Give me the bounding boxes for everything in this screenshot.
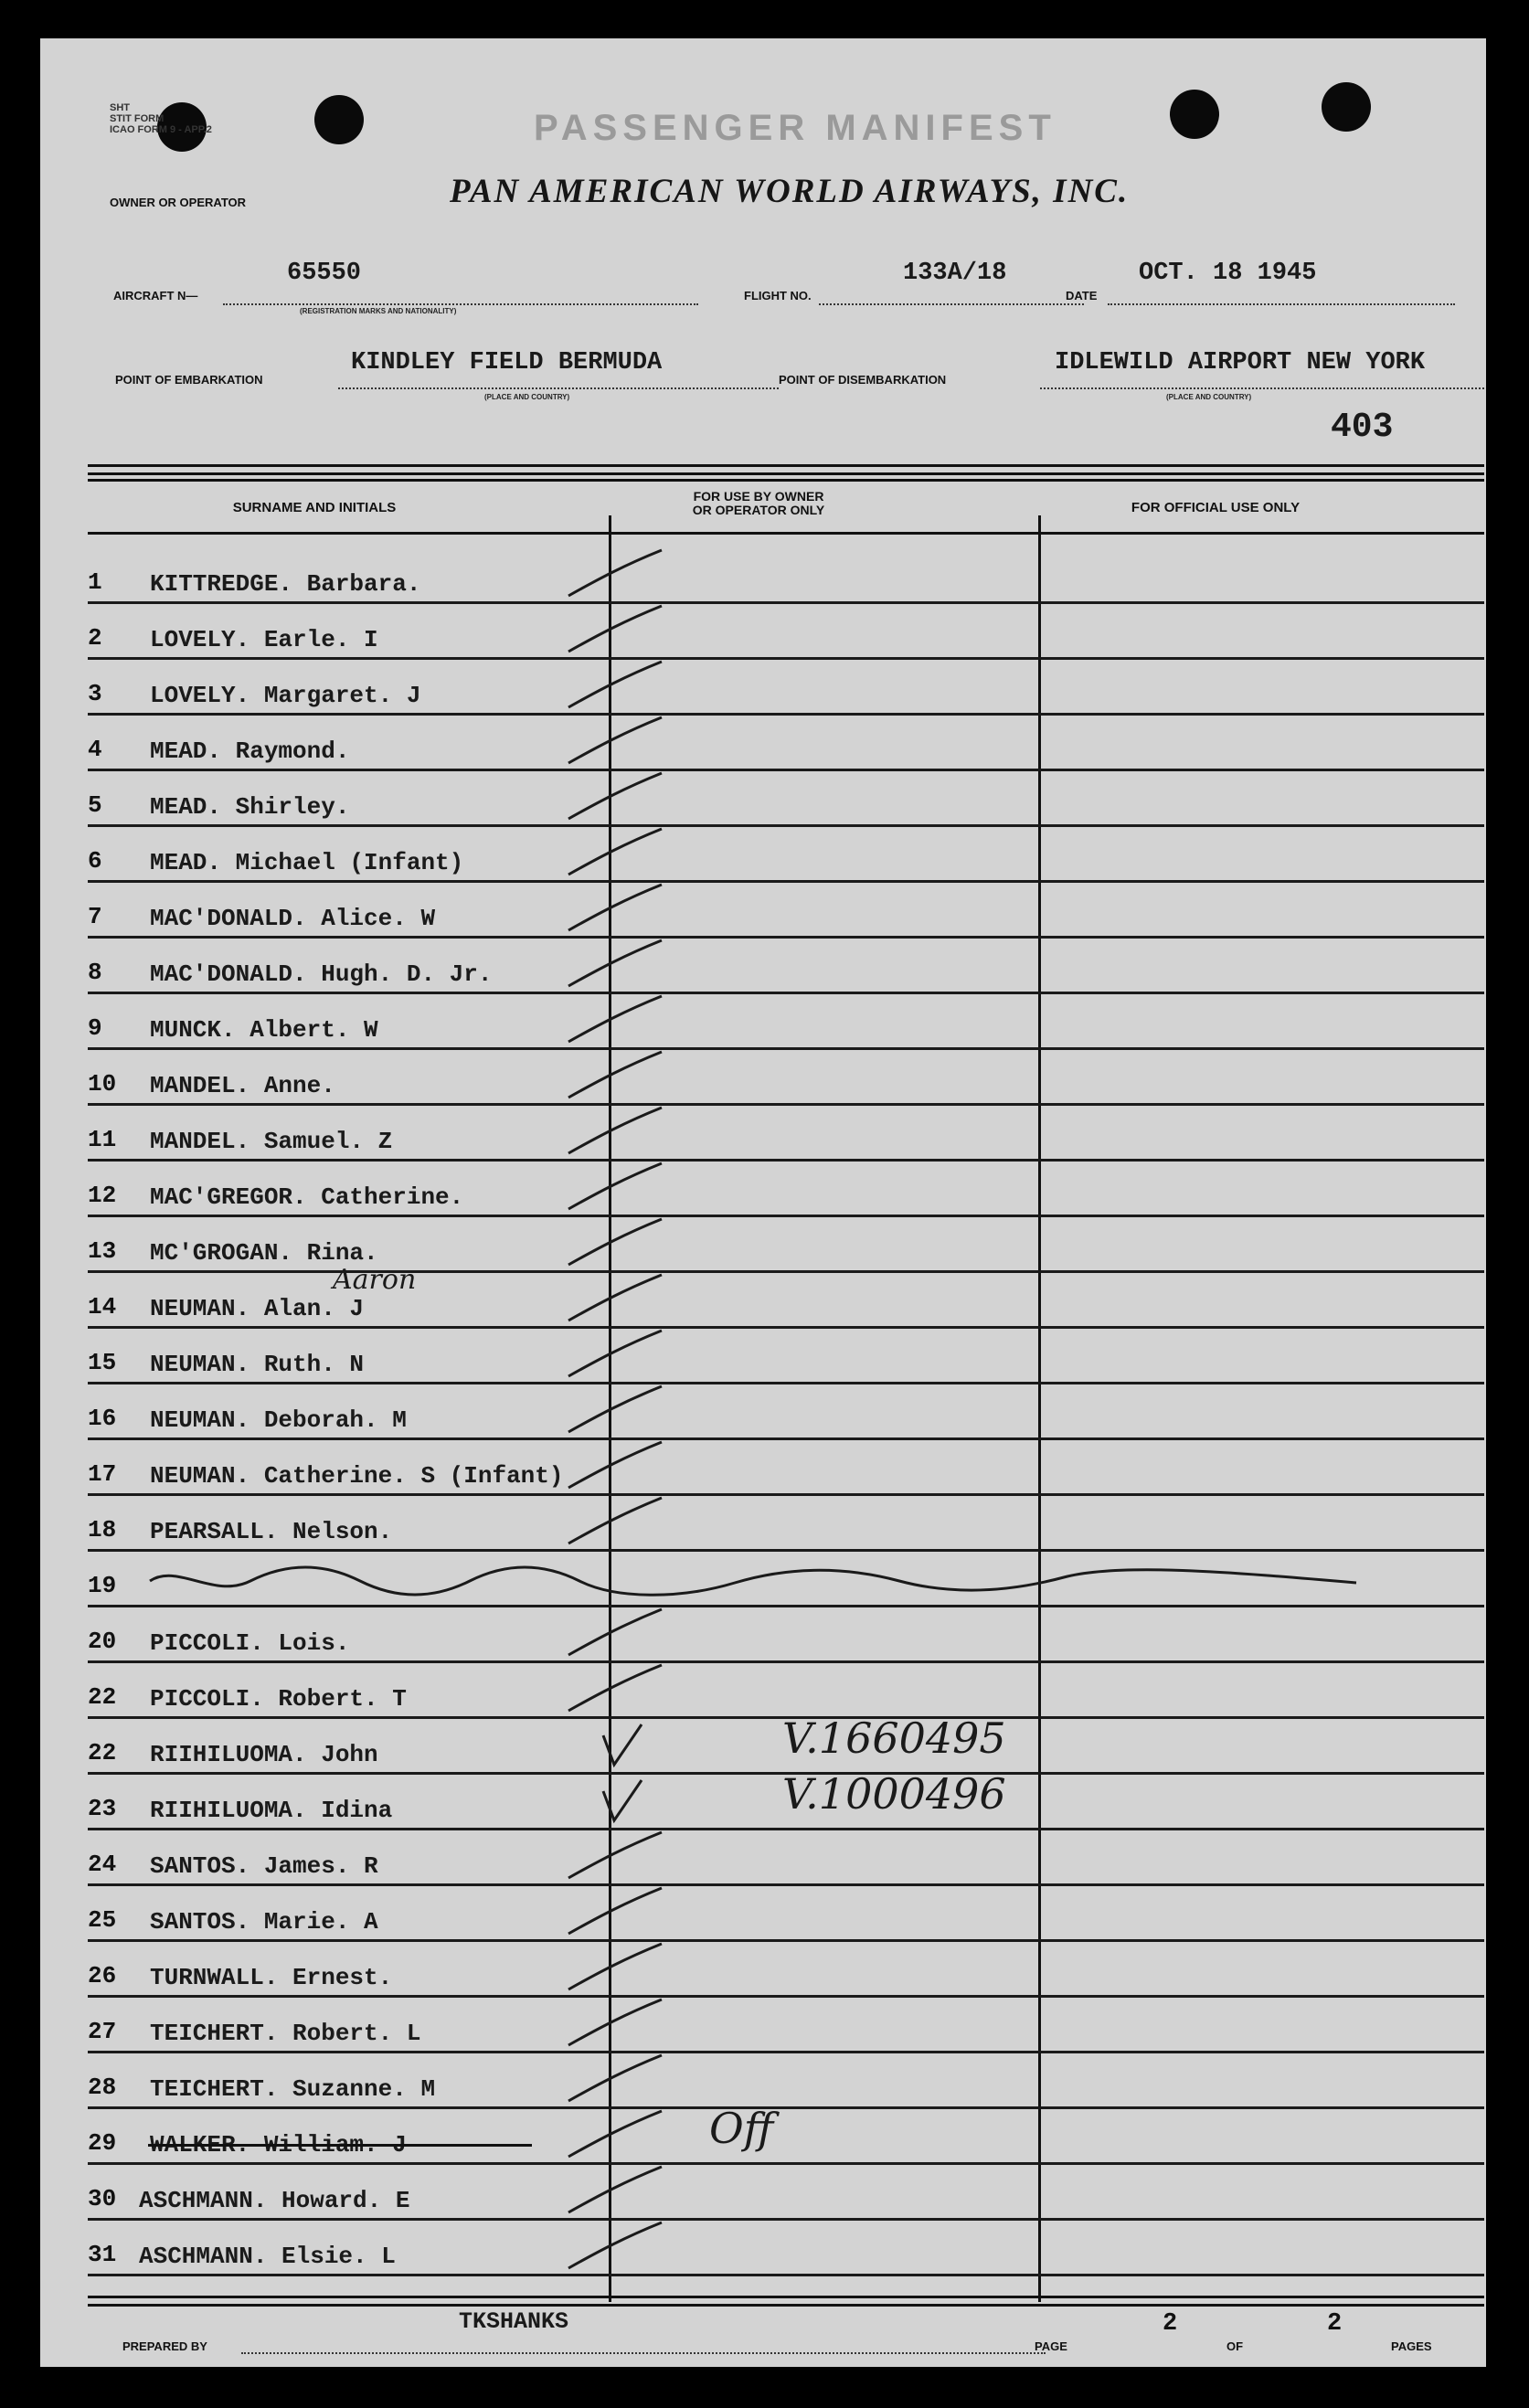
owner-value: PAN AMERICAN WORLD AIRWAYS, INC. bbox=[450, 173, 1130, 210]
passenger-name: KITTREDGE. Barbara. bbox=[150, 570, 421, 598]
row-number: 5 bbox=[88, 791, 102, 819]
disembark-label: POINT OF DISEMBARKATION bbox=[779, 373, 947, 387]
page-label: PAGE bbox=[1035, 2339, 1067, 2353]
row-number: 22 bbox=[88, 1683, 117, 1711]
row-number: 2 bbox=[88, 624, 102, 652]
table-row bbox=[88, 1162, 1484, 1217]
passenger-name: SANTOS. Marie. A bbox=[150, 1908, 378, 1936]
table-row bbox=[88, 1329, 1484, 1384]
table-row bbox=[88, 604, 1484, 660]
passenger-name: TEICHERT. Suzanne. M bbox=[150, 2075, 436, 2103]
passenger-name: MUNCK. Albert. W bbox=[150, 1016, 378, 1044]
aircraft-value: 65550 bbox=[287, 260, 362, 287]
owner-label: OWNER OR OPERATOR bbox=[110, 196, 247, 209]
row-number: 27 bbox=[88, 2018, 117, 2045]
passenger-name: MAC'GREGOR. Catherine. bbox=[150, 1183, 464, 1211]
punch-hole bbox=[1170, 90, 1219, 139]
prepared-label: PREPARED BY bbox=[122, 2339, 207, 2353]
table-row bbox=[88, 1830, 1484, 1886]
row-number: 30 bbox=[88, 2185, 117, 2212]
table-row bbox=[88, 939, 1484, 994]
check-mark-icon bbox=[561, 1719, 671, 1774]
passenger-name: MAC'DONALD. Alice. W bbox=[150, 905, 436, 932]
row-number: 11 bbox=[88, 1126, 117, 1153]
flight-value: 133A/18 bbox=[903, 260, 1007, 287]
table-row bbox=[88, 1384, 1484, 1440]
owner-note: Off bbox=[709, 2104, 774, 2153]
row-number: 8 bbox=[88, 959, 102, 986]
aircraft-label: AIRCRAFT N— bbox=[113, 289, 198, 302]
table-row bbox=[88, 716, 1484, 771]
check-mark-icon bbox=[561, 1384, 671, 1439]
row-number: 16 bbox=[88, 1405, 117, 1432]
table-row bbox=[88, 1886, 1484, 1942]
passenger-name: ASCHMANN. Elsie. L bbox=[139, 2243, 396, 2270]
embark-caption: (PLACE AND COUNTRY) bbox=[484, 393, 570, 401]
passenger-name: RIIHILUOMA. John bbox=[150, 1741, 378, 1768]
row-number: 7 bbox=[88, 903, 102, 930]
check-mark-icon bbox=[561, 1440, 671, 1495]
passenger-name: NEUMAN. Ruth. N bbox=[150, 1351, 365, 1378]
row-number: 3 bbox=[88, 680, 102, 707]
embark-label: POINT OF EMBARKATION bbox=[115, 373, 263, 387]
passenger-name: LOVELY. Earle. I bbox=[150, 626, 378, 653]
of-value: 2 bbox=[1327, 2310, 1343, 2338]
row-divider bbox=[88, 2274, 1484, 2276]
row-number: 24 bbox=[88, 1851, 117, 1878]
table-row bbox=[88, 827, 1484, 883]
check-mark-icon bbox=[561, 2221, 671, 2275]
row-number: 13 bbox=[88, 1237, 117, 1265]
check-mark-icon bbox=[561, 2053, 671, 2108]
aircraft-caption: (REGISTRATION MARKS AND NATIONALITY) bbox=[300, 307, 457, 315]
row-number: 28 bbox=[88, 2074, 117, 2101]
of-label: OF bbox=[1226, 2339, 1244, 2353]
row-number: 12 bbox=[88, 1182, 117, 1209]
row-number: 19 bbox=[88, 1572, 117, 1599]
disembark-value: IDLEWILD AIRPORT NEW YORK bbox=[1055, 349, 1426, 377]
check-mark-icon bbox=[561, 1663, 671, 1718]
row-number: 17 bbox=[88, 1460, 117, 1488]
row-number: 29 bbox=[88, 2129, 117, 2157]
stamp-number: 403 bbox=[1331, 408, 1394, 447]
check-mark-icon bbox=[561, 1830, 671, 1885]
punch-hole bbox=[1322, 82, 1371, 132]
passenger-name: RIIHILUOMA. Idina bbox=[150, 1797, 393, 1824]
row-number: 18 bbox=[88, 1516, 117, 1543]
disembark-caption: (PLACE AND COUNTRY) bbox=[1166, 393, 1252, 401]
passenger-name: MEAD. Michael (Infant) bbox=[150, 849, 464, 876]
check-mark-icon bbox=[561, 1942, 671, 1997]
date-value: OCT. 18 1945 bbox=[1139, 260, 1317, 287]
row-number: 23 bbox=[88, 1795, 117, 1822]
check-mark-icon bbox=[561, 827, 671, 882]
page-title: PASSENGER MANIFEST bbox=[534, 108, 1056, 148]
check-mark-icon bbox=[561, 939, 671, 993]
table-row bbox=[88, 883, 1484, 939]
check-mark-icon bbox=[561, 2165, 671, 2220]
table-row bbox=[88, 660, 1484, 716]
handwritten-correction: Aaron bbox=[333, 1264, 417, 1296]
form-code: SHT STIT FORM ICAO FORM 9 - APP.2 bbox=[110, 102, 212, 135]
passenger-name: NEUMAN. Deborah. M bbox=[150, 1406, 407, 1434]
row-number: 25 bbox=[88, 1906, 117, 1934]
row-number: 14 bbox=[88, 1293, 117, 1321]
check-mark-icon bbox=[561, 1106, 671, 1161]
row-number: 15 bbox=[88, 1349, 117, 1376]
col-header-official: FOR OFFICIAL USE ONLY bbox=[1131, 500, 1301, 515]
row-number: 26 bbox=[88, 1962, 117, 1989]
row-number: 1 bbox=[88, 568, 102, 596]
punch-hole bbox=[314, 95, 364, 144]
passenger-name: WALKER. William. J bbox=[150, 2131, 407, 2159]
passenger-name: MANDEL. Anne. bbox=[150, 1072, 335, 1099]
check-mark-icon bbox=[561, 548, 671, 603]
check-mark-icon bbox=[561, 883, 671, 938]
table-row bbox=[88, 1217, 1484, 1273]
passenger-name: PICCOLI. Robert. T bbox=[150, 1685, 407, 1713]
date-label: DATE bbox=[1066, 289, 1098, 302]
owner-note: V.1000496 bbox=[782, 1769, 1006, 1819]
embark-value: KINDLEY FIELD BERMUDA bbox=[351, 349, 663, 377]
manifest-sheet bbox=[40, 38, 1486, 2367]
table-row bbox=[88, 1440, 1484, 1496]
check-mark-icon bbox=[561, 716, 671, 770]
table-row bbox=[88, 1264, 1484, 1329]
table-row bbox=[88, 1663, 1484, 1719]
check-mark-icon bbox=[561, 1329, 671, 1384]
passenger-name: LOVELY. Margaret. J bbox=[150, 682, 421, 709]
prepared-value: TKSHANKS bbox=[459, 2308, 569, 2335]
col-header-owner: FOR USE BY OWNER OR OPERATOR ONLY bbox=[692, 489, 825, 517]
passenger-name: MAC'DONALD. Hugh. D. Jr. bbox=[150, 960, 493, 988]
check-mark-icon bbox=[561, 1775, 671, 1830]
check-mark-icon bbox=[561, 1273, 671, 1328]
check-mark-icon bbox=[561, 2109, 671, 2164]
passenger-name: NEUMAN. Alan. J bbox=[150, 1295, 365, 1322]
table-row bbox=[88, 994, 1484, 1050]
passenger-name: MC'GROGAN. Rina. bbox=[150, 1239, 378, 1267]
col-header-surname: SURNAME AND INITIALS bbox=[232, 500, 397, 515]
table-row bbox=[88, 1496, 1484, 1552]
row-19-wave bbox=[40, 1546, 1486, 1619]
table-row bbox=[88, 2053, 1484, 2109]
check-mark-icon bbox=[561, 1162, 671, 1216]
passenger-name: MEAD. Shirley. bbox=[150, 793, 350, 821]
check-mark-icon bbox=[561, 1050, 671, 1105]
passenger-name: NEUMAN. Catherine. S (Infant) bbox=[150, 1462, 564, 1490]
passenger-name: MEAD. Raymond. bbox=[150, 737, 350, 765]
table-row bbox=[88, 771, 1484, 827]
row-number: 22 bbox=[88, 1739, 117, 1766]
owner-note: V.1660495 bbox=[782, 1713, 1006, 1763]
strike-through bbox=[148, 2144, 532, 2147]
table-row bbox=[88, 2165, 1484, 2221]
check-mark-icon bbox=[561, 604, 671, 659]
row-number: 10 bbox=[88, 1070, 117, 1098]
table-row bbox=[88, 1769, 1484, 1830]
table-row bbox=[88, 2104, 1484, 2165]
check-mark-icon bbox=[561, 660, 671, 715]
passenger-name: SANTOS. James. R bbox=[150, 1852, 378, 1880]
passenger-name: TEICHERT. Robert. L bbox=[150, 2020, 421, 2047]
table-row bbox=[88, 548, 1484, 604]
passenger-name: TURNWALL. Ernest. bbox=[150, 1964, 393, 1991]
row-number: 6 bbox=[88, 847, 102, 875]
check-mark-icon bbox=[561, 1217, 671, 1272]
check-mark-icon bbox=[561, 1496, 671, 1551]
passenger-name: MANDEL. Samuel. Z bbox=[150, 1128, 393, 1155]
page-value: 2 bbox=[1163, 2310, 1178, 2338]
passenger-name: ASCHMANN. Howard. E bbox=[139, 2187, 410, 2214]
table-row bbox=[88, 1942, 1484, 1998]
check-mark-icon bbox=[561, 1886, 671, 1941]
table-row bbox=[88, 1713, 1484, 1775]
table-row bbox=[88, 1106, 1484, 1162]
row-number: 20 bbox=[88, 1628, 117, 1655]
row-number: 31 bbox=[88, 2241, 117, 2268]
table-row bbox=[88, 1050, 1484, 1106]
table-row bbox=[88, 1998, 1484, 2053]
pages-label: PAGES bbox=[1391, 2339, 1432, 2353]
check-mark-icon bbox=[561, 994, 671, 1049]
passenger-name: PEARSALL. Nelson. bbox=[150, 1518, 393, 1545]
check-mark-icon bbox=[561, 1998, 671, 2053]
check-mark-icon bbox=[561, 771, 671, 826]
passenger-name: PICCOLI. Lois. bbox=[150, 1629, 350, 1657]
flight-label: FLIGHT NO. bbox=[744, 289, 812, 302]
table-row bbox=[88, 2221, 1484, 2276]
row-number: 9 bbox=[88, 1014, 102, 1042]
row-number: 4 bbox=[88, 736, 102, 763]
